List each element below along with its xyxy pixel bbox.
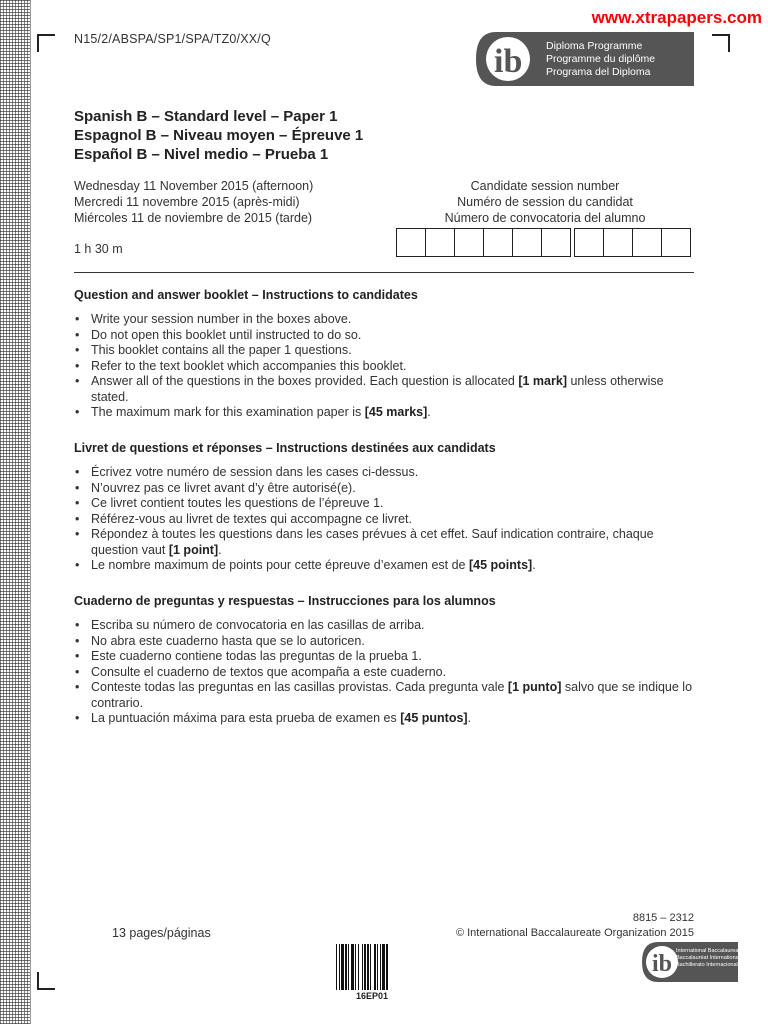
session-label-en: Candidate session number	[470, 179, 620, 193]
item-text: The maximum mark for this examination paper is	[91, 405, 365, 419]
list-item: • Escriba su número de convocatoria en las casillas de arriba.	[74, 618, 699, 634]
list-item	[74, 374, 699, 405]
session-label-es: Número de convocatoria del alumno	[444, 211, 646, 225]
barcode-icon	[336, 944, 408, 990]
header-divider	[74, 272, 694, 273]
list-item: • Write your session number in the boxes above.	[74, 312, 699, 328]
list-item	[74, 711, 699, 727]
instructions-english	[74, 288, 699, 421]
mark-value: [1 mark]	[518, 374, 567, 388]
crop-mark-bottom-left	[37, 972, 55, 990]
barcode-label: 16EP01	[355, 991, 389, 1001]
section-heading-spanish: Cuaderno de preguntas y respuestas – Instrucciones para los alumnos	[74, 594, 496, 608]
session-label-fr: Numéro de session du candidat	[457, 195, 633, 209]
session-digit-box[interactable]	[632, 228, 662, 257]
list-item: • Consulte el cuaderno de textos que acompaña a este cuaderno.	[74, 665, 699, 681]
item-text: Répondez à toutes les questions dans les cases prévues à cet effet. Sauf indication contraire, chaque question vaut	[91, 527, 654, 557]
watermark-link[interactable]: www.xtrapapers.com	[591, 8, 762, 27]
crop-mark-top-right	[712, 34, 730, 52]
programme-name-es: Programa del Diploma	[546, 66, 651, 78]
list-item: • No abra este cuaderno hasta que se lo autoricen.	[74, 634, 699, 650]
paper-code: N15/2/ABSPA/SP1/SPA/TZ0/XX/Q	[74, 32, 271, 46]
paper-titles	[74, 107, 363, 164]
item-text: unless otherwise stated.	[91, 374, 664, 404]
date-spanish: Miércoles 11 de noviembre de 2015 (tarde)	[74, 211, 313, 225]
svg-text:ib: ib	[652, 951, 673, 977]
item-text: .	[218, 542, 222, 557]
copyright-notice: © International Baccalaureate Organization 2015	[455, 927, 694, 939]
ib-name-es: Bachillerato Internacional	[676, 962, 738, 968]
programme-name-fr: Programme du diplôme	[546, 53, 656, 65]
list-item	[74, 527, 699, 558]
list-item	[74, 558, 699, 574]
session-digit-box[interactable]	[603, 228, 633, 257]
list-item: • Écrivez votre numéro de session dans les cases ci-dessus.	[74, 465, 699, 481]
ib-name-en: International Baccalaureate	[676, 948, 743, 954]
ib-organization-names	[676, 948, 743, 969]
item-text: .	[427, 405, 431, 419]
session-digit-box[interactable]	[512, 228, 542, 257]
list-item: • N’ouvrez pas ce livret avant d’y être autorisé(e).	[74, 481, 699, 497]
programme-name-en: Diploma Programme	[546, 40, 643, 52]
exam-dates	[74, 178, 313, 226]
svg-text:ib: ib	[494, 43, 523, 80]
session-digit-box[interactable]	[483, 228, 513, 257]
session-number-labels	[396, 178, 694, 226]
programme-names	[546, 40, 655, 79]
mark-value: [1 point]	[168, 542, 219, 557]
section-heading-french: Livret de questions et réponses – Instructions destinées aux candidats	[74, 441, 496, 455]
title-french: Espagnol B – Niveau moyen – Épreuve 1	[74, 127, 364, 144]
page-count: 13 pages/páginas	[112, 926, 211, 940]
item-text: .	[467, 711, 472, 725]
instructions-french	[74, 441, 699, 574]
item-text: .	[532, 558, 536, 572]
crop-mark-top-left	[37, 34, 55, 52]
mark-value: [1 punto]	[507, 680, 562, 694]
instructions-spanish	[74, 594, 699, 727]
session-digit-box[interactable]	[574, 228, 604, 257]
item-text: salvo que se indique lo contrario.	[91, 680, 693, 710]
date-english: Wednesday 11 November 2015 (afternoon)	[74, 179, 314, 193]
ib-name-fr: Baccalauréat International	[676, 955, 740, 961]
list-item	[74, 405, 699, 421]
mark-value: [45 points]	[469, 558, 533, 572]
list-item: • Refer to the text booklet which accompanies this booklet.	[74, 359, 699, 375]
list-item: • Do not open this booklet until instructed to do so.	[74, 328, 699, 344]
mark-value: [45 marks]	[364, 405, 428, 419]
mark-value: [45 puntos]	[400, 711, 468, 725]
list-item: • This booklet contains all the paper 1 questions.	[74, 343, 699, 359]
exam-duration: 1 h 30 m	[74, 242, 123, 256]
item-text: Conteste todas las preguntas en las casillas provistas. Cada pregunta vale	[91, 680, 508, 694]
item-text: Answer all of the questions in the boxes provided. Each question is allocated	[91, 374, 519, 388]
item-text: La puntuación máxima para esta prueba de examen es	[91, 711, 401, 725]
title-english: Spanish B – Standard level – Paper 1	[74, 108, 338, 125]
session-digit-box[interactable]	[454, 228, 484, 257]
session-number-boxes	[397, 228, 691, 257]
left-hatch-border	[0, 0, 30, 1024]
list-item: • Este cuaderno contiene todas las preguntas de la prueba 1.	[74, 649, 699, 665]
list-item: • Référez-vous au livret de textes qui accompagne ce livret.	[74, 512, 699, 528]
date-french: Mercredi 11 novembre 2015 (après-midi)	[74, 195, 300, 209]
session-digit-box[interactable]	[541, 228, 571, 257]
title-spanish: Español B – Nivel medio – Prueba 1	[74, 146, 329, 163]
item-text: Le nombre maximum de points pour cette épreuve d’examen est de	[91, 558, 469, 572]
session-digit-box[interactable]	[425, 228, 455, 257]
session-digit-box[interactable]	[396, 228, 426, 257]
list-item: • Ce livret contient toutes les questions de l’épreuve 1.	[74, 496, 699, 512]
left-hatch-edge	[30, 0, 31, 1024]
reference-number: 8815 – 2312	[632, 912, 694, 924]
section-heading-english: Question and answer booklet – Instructions to candidates	[74, 288, 418, 302]
list-item	[74, 680, 699, 711]
session-digit-box[interactable]	[661, 228, 691, 257]
